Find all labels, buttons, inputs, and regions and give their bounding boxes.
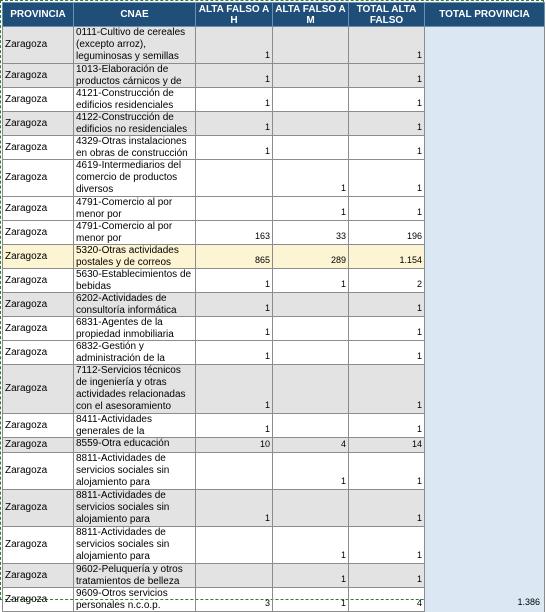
provincia-cell-text: Zaragoza (5, 383, 48, 394)
total-alta-falso-cell-text: 1 (416, 550, 422, 560)
provincia-cell[interactable] (3, 245, 74, 269)
cnae-cell-text: 8811-Actividades de servicios sociales sin alojamiento para (76, 453, 170, 488)
alta-falso-am-cell[interactable] (273, 269, 349, 293)
cnae-cell-text: 6202-Actividades de consultoría informática (76, 293, 177, 316)
provincia-cell[interactable] (3, 341, 74, 365)
provincia-cell-text: Zaragoza (5, 93, 48, 105)
alta-falso-ah-cell[interactable] (196, 564, 273, 588)
total-alta-falso-cell[interactable] (349, 341, 425, 365)
total-alta-falso-cell-text: 1 (416, 513, 422, 523)
alta-falso-am-cell-text: 1 (340, 279, 346, 289)
alta-falso-ah-cell[interactable] (196, 293, 273, 317)
provincia-cell[interactable] (3, 27, 74, 64)
total-alta-falso-cell-text: 1 (416, 574, 422, 584)
total-alta-falso-cell[interactable] (349, 317, 425, 341)
alta-falso-ah-cell-text: 163 (254, 231, 270, 241)
alta-falso-am-cell[interactable] (273, 365, 349, 414)
header-alta-falso-ah[interactable]: ALTA FALSO A H (196, 3, 273, 27)
alta-falso-ah-cell[interactable] (196, 136, 273, 160)
provincia-cell-text: Zaragoza (5, 141, 48, 153)
provincia-cell[interactable] (3, 317, 74, 341)
cnae-cell[interactable] (74, 88, 196, 112)
alta-falso-ah-cell-text: 1 (264, 50, 270, 60)
provincia-cell[interactable] (3, 453, 74, 490)
cnae-cell[interactable] (74, 197, 196, 221)
alta-falso-ah-cell[interactable] (196, 64, 273, 88)
provincia-cell-text: Zaragoza (5, 419, 48, 431)
provincia-cell[interactable] (3, 588, 74, 612)
alta-falso-ah-cell-text: 1 (264, 146, 270, 156)
provincia-cell-text: Zaragoza (5, 439, 48, 450)
total-alta-falso-cell[interactable] (349, 88, 425, 112)
provincia-cell[interactable] (3, 269, 74, 293)
alta-falso-ah-cell[interactable] (196, 197, 273, 221)
total-alta-falso-cell-text: 1 (416, 98, 422, 108)
provincia-cell-text: Zaragoza (5, 202, 48, 214)
alta-falso-ah-cell-text: 1 (264, 122, 270, 132)
alta-falso-am-cell[interactable] (273, 527, 349, 564)
alta-falso-ah-cell[interactable] (196, 160, 273, 197)
provincia-cell-text: Zaragoza (5, 298, 48, 310)
alta-falso-am-cell[interactable] (273, 438, 349, 453)
provincia-cell-text: Zaragoza (5, 569, 48, 581)
alta-falso-ah-cell[interactable] (196, 438, 273, 453)
total-alta-falso-cell[interactable] (349, 438, 425, 453)
alta-falso-am-cell-text: 1 (340, 574, 346, 584)
total-alta-falso-cell[interactable] (349, 365, 425, 414)
alta-falso-ah-cell[interactable] (196, 365, 273, 414)
total-alta-falso-cell-text: 1 (416, 122, 422, 132)
cnae-cell-text: 4329-Otras instalaciones en obras de construcción (76, 136, 188, 159)
cnae-cell[interactable] (74, 438, 196, 453)
alta-falso-ah-cell-text: 1 (264, 279, 270, 289)
alta-falso-am-cell[interactable] (273, 414, 349, 438)
alta-falso-am-cell-text: 1 (340, 598, 346, 608)
alta-falso-ah-cell-text: 1 (264, 303, 270, 313)
provincia-cell-text: Zaragoza (5, 274, 48, 286)
alta-falso-am-cell-text: 289 (330, 255, 346, 265)
provincia-cell-text: Zaragoza (5, 346, 48, 358)
alta-falso-am-cell[interactable] (273, 136, 349, 160)
provincia-cell-text: Zaragoza (5, 502, 48, 513)
total-alta-falso-cell-text: 1.154 (399, 255, 422, 265)
alta-falso-ah-cell[interactable] (196, 453, 273, 490)
total-alta-falso-cell-text: 1 (416, 146, 422, 156)
cnae-cell[interactable] (74, 414, 196, 438)
provincia-cell[interactable] (3, 160, 74, 197)
cnae-cell-text: 9602-Peluquería y otros tratamientos de belleza (76, 564, 183, 587)
cnae-cell-text: 8811-Actividades de servicios sociales sin alojamiento para (76, 490, 170, 525)
alta-falso-ah-cell-text: 865 (254, 255, 270, 265)
cnae-cell[interactable] (74, 269, 196, 293)
alta-falso-am-cell[interactable] (273, 453, 349, 490)
total-alta-falso-cell[interactable] (349, 269, 425, 293)
alta-falso-ah-cell[interactable] (196, 112, 273, 136)
provincia-cell[interactable] (3, 438, 74, 453)
provincia-cell[interactable] (3, 527, 74, 564)
cnae-cell[interactable] (74, 27, 196, 64)
total-alta-falso-cell-text: 1 (416, 400, 422, 410)
total-alta-falso-cell-text: 2 (416, 279, 422, 289)
provincia-cell-text: Zaragoza (5, 172, 48, 183)
total-alta-falso-cell[interactable] (349, 64, 425, 88)
alta-falso-ah-cell[interactable] (196, 588, 273, 612)
provincia-cell-text: Zaragoza (5, 250, 48, 262)
alta-falso-ah-cell[interactable] (196, 221, 273, 245)
total-alta-falso-cell-text: 1 (416, 351, 422, 361)
cnae-cell[interactable] (74, 317, 196, 341)
alta-falso-ah-cell[interactable] (196, 414, 273, 438)
provincia-cell-text: Zaragoza (5, 465, 48, 476)
cnae-cell-text: 5630-Establecimientos de bebidas (76, 269, 192, 292)
alta-falso-ah-cell-text: 1 (264, 327, 270, 337)
alta-falso-am-cell[interactable] (273, 197, 349, 221)
alta-falso-am-cell[interactable] (273, 245, 349, 269)
alta-falso-ah-cell-text: 1 (264, 400, 270, 410)
table-row (3, 27, 545, 64)
alta-falso-am-cell-text: 4 (340, 439, 346, 449)
total-alta-falso-cell-text: 1 (416, 74, 422, 84)
cnae-cell[interactable] (74, 490, 196, 527)
provincia-cell[interactable] (3, 564, 74, 588)
data-table (2, 2, 545, 612)
total-provincia-cell[interactable] (425, 27, 545, 612)
alta-falso-am-cell[interactable] (273, 88, 349, 112)
cnae-cell-text: 7112-Servicios técnicos de ingeniería y otras actividades relacionadas con el asesoramiento (76, 365, 186, 412)
total-alta-falso-cell-text: 1 (416, 327, 422, 337)
alta-falso-ah-cell-text: 1 (264, 513, 270, 523)
total-provincia-value: 1.386 (517, 596, 540, 607)
header-total-alta-falso[interactable]: TOTAL ALTA FALSO (349, 3, 425, 27)
cnae-cell-text: 5320-Otras actividades postales y de correos (76, 245, 179, 268)
cnae-cell[interactable] (74, 293, 196, 317)
provincia-cell-text: Zaragoza (5, 593, 48, 605)
provincia-cell[interactable] (3, 365, 74, 414)
alta-falso-am-cell[interactable] (273, 112, 349, 136)
cnae-cell[interactable] (74, 160, 196, 197)
total-alta-falso-cell[interactable] (349, 453, 425, 490)
total-alta-falso-cell-text: 1 (416, 183, 422, 193)
cnae-cell-text: 8559-Otra educación (76, 438, 170, 449)
total-alta-falso-cell[interactable] (349, 136, 425, 160)
total-alta-falso-cell-text: 4 (416, 598, 422, 608)
total-alta-falso-cell-text: 14 (411, 439, 422, 449)
total-alta-falso-cell[interactable] (349, 564, 425, 588)
total-alta-falso-cell-text: 1 (416, 207, 422, 217)
alta-falso-am-cell[interactable] (273, 588, 349, 612)
provincia-cell[interactable] (3, 293, 74, 317)
total-alta-falso-cell-text: 196 (406, 231, 422, 241)
cnae-cell-text: 8811-Actividades de servicios sociales sin alojamiento para (76, 527, 170, 562)
alta-falso-ah-cell[interactable] (196, 269, 273, 293)
header-alta-falso-am[interactable]: ALTA FALSO A M (273, 3, 349, 27)
alta-falso-am-cell[interactable] (273, 160, 349, 197)
provincia-cell[interactable] (3, 136, 74, 160)
alta-falso-ah-cell[interactable] (196, 317, 273, 341)
header-total-provincia[interactable]: TOTAL PROVINCIA (425, 3, 545, 27)
provincia-cell-text: Zaragoza (5, 69, 48, 81)
provincia-cell-text: Zaragoza (5, 117, 48, 129)
total-alta-falso-cell[interactable] (349, 490, 425, 527)
alta-falso-am-cell-text: 1 (340, 550, 346, 560)
provincia-cell[interactable] (3, 414, 74, 438)
cnae-cell-text: 6831-Agentes de la propiedad inmobiliaria (76, 317, 174, 340)
total-alta-falso-cell[interactable] (349, 221, 425, 245)
provincia-cell[interactable] (3, 64, 74, 88)
alta-falso-ah-cell-text: 1 (264, 424, 270, 434)
alta-falso-am-cell[interactable] (273, 317, 349, 341)
alta-falso-ah-cell-text: 1 (264, 98, 270, 108)
cnae-cell-text: 9609-Otros servicios personales n.c.o.p. (76, 588, 168, 611)
alta-falso-ah-cell[interactable] (196, 341, 273, 365)
header-row (3, 3, 545, 27)
alta-falso-ah-cell[interactable] (196, 27, 273, 64)
provincia-cell[interactable] (3, 112, 74, 136)
cnae-cell-text: 0111-Cultivo de cereales (excepto arroz), leguminosas y semillas (76, 27, 186, 62)
alta-falso-ah-cell[interactable] (196, 245, 273, 269)
alta-falso-am-cell-text: 1 (340, 476, 346, 486)
alta-falso-ah-cell[interactable] (196, 490, 273, 527)
total-alta-falso-cell[interactable] (349, 414, 425, 438)
alta-falso-am-cell-text: 1 (340, 183, 346, 193)
total-alta-falso-cell[interactable] (349, 112, 425, 136)
provincia-cell[interactable] (3, 197, 74, 221)
alta-falso-ah-cell-text: 1 (264, 74, 270, 84)
total-alta-falso-cell[interactable] (349, 27, 425, 64)
total-alta-falso-cell[interactable] (349, 197, 425, 221)
cnae-cell[interactable] (74, 64, 196, 88)
cnae-cell[interactable] (74, 341, 196, 365)
cnae-cell-text: 1013-Elaboración de productos cárnicos y de (76, 64, 182, 87)
alta-falso-am-cell[interactable] (273, 490, 349, 527)
total-alta-falso-cell-text: 1 (416, 424, 422, 434)
cnae-cell[interactable] (74, 365, 196, 414)
provincia-cell-text: Zaragoza (5, 39, 48, 50)
cnae-cell[interactable] (74, 136, 196, 160)
header-provincia[interactable]: PROVINCIA (3, 3, 74, 27)
cnae-cell[interactable] (74, 527, 196, 564)
cnae-cell-text: 4791-Comercio al por menor por (76, 221, 173, 244)
total-alta-falso-cell[interactable] (349, 245, 425, 269)
cnae-cell[interactable] (74, 588, 196, 612)
cnae-cell[interactable] (74, 453, 196, 490)
provincia-cell[interactable] (3, 88, 74, 112)
alta-falso-ah-cell-text: 1 (264, 351, 270, 361)
provincia-cell-text: Zaragoza (5, 539, 48, 550)
cnae-cell-text: 4791-Comercio al por menor por (76, 197, 173, 220)
total-alta-falso-cell[interactable] (349, 160, 425, 197)
alta-falso-am-cell[interactable] (273, 27, 349, 64)
cnae-cell-text: 4121-Construcción de edificios residenciales (76, 88, 174, 111)
header-cnae[interactable]: CNAE (74, 3, 196, 27)
alta-falso-am-cell[interactable] (273, 341, 349, 365)
alta-falso-ah-cell[interactable] (196, 527, 273, 564)
total-alta-falso-cell[interactable] (349, 527, 425, 564)
alta-falso-am-cell[interactable] (273, 221, 349, 245)
cnae-cell[interactable] (74, 112, 196, 136)
cnae-cell[interactable] (74, 245, 196, 269)
alta-falso-ah-cell[interactable] (196, 88, 273, 112)
provincia-cell-text: Zaragoza (5, 322, 48, 334)
total-alta-falso-cell-text: 1 (416, 476, 422, 486)
total-alta-falso-cell-text: 1 (416, 50, 422, 60)
alta-falso-am-cell-text: 1 (340, 207, 346, 217)
alta-falso-am-cell[interactable] (273, 293, 349, 317)
provincia-cell-text: Zaragoza (5, 226, 48, 238)
total-alta-falso-cell[interactable] (349, 293, 425, 317)
alta-falso-am-cell[interactable] (273, 564, 349, 588)
cnae-cell[interactable] (74, 564, 196, 588)
alta-falso-ah-cell-text: 3 (264, 598, 270, 608)
alta-falso-ah-cell-text: 10 (259, 439, 270, 449)
alta-falso-am-cell[interactable] (273, 64, 349, 88)
provincia-cell[interactable] (3, 490, 74, 527)
provincia-cell[interactable] (3, 221, 74, 245)
cnae-cell-text: 6832-Gestión y administración de la (76, 341, 165, 364)
total-alta-falso-cell[interactable] (349, 588, 425, 612)
alta-falso-am-cell-text: 33 (335, 231, 346, 241)
total-alta-falso-cell-text: 1 (416, 303, 422, 313)
cnae-cell-text: 8411-Actividades generales de la (76, 414, 152, 437)
cnae-cell-text: 4122-Construcción de edificios no residenciales (76, 112, 188, 135)
cnae-cell[interactable] (74, 221, 196, 245)
cnae-cell-text: 4619-Intermediarios del comercio de productos diversos (76, 160, 182, 195)
